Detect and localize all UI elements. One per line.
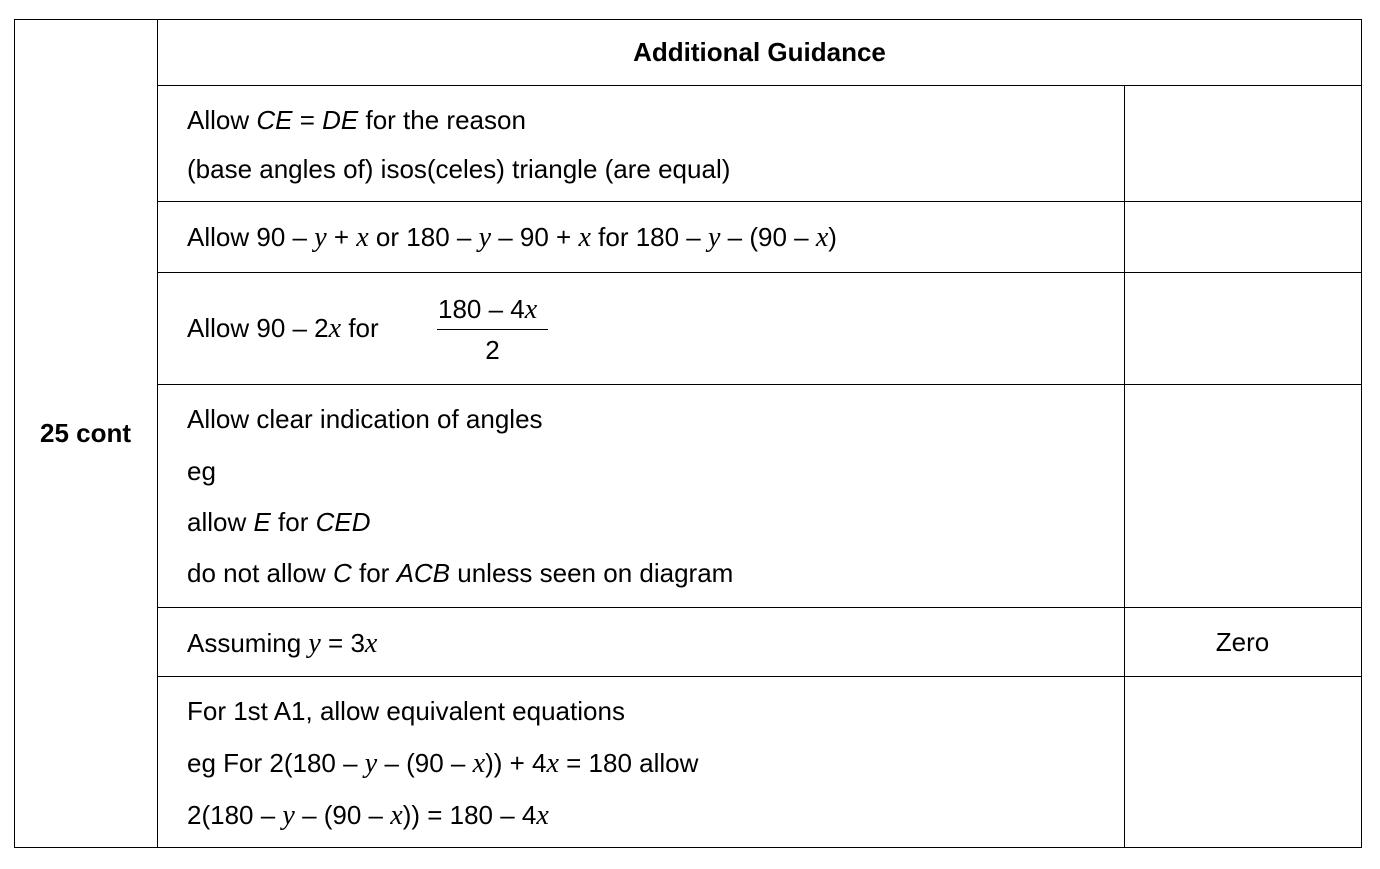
row-divider xyxy=(157,272,1362,273)
row-divider xyxy=(157,607,1362,608)
mark-column-divider xyxy=(1124,85,1125,848)
table-top-border xyxy=(14,19,1362,20)
fraction-denominator: 2 xyxy=(485,335,500,365)
guidance-row-6-line-3: 2(180 – y – (90 – x)) = 180 – 4x xyxy=(187,800,549,831)
guidance-row-6-line-1: For 1st A1, allow equivalent equations xyxy=(187,696,625,726)
row-divider xyxy=(157,85,1362,86)
table-bottom-border xyxy=(14,847,1362,848)
mark-zero: Zero xyxy=(1215,627,1270,657)
row-divider xyxy=(157,384,1362,385)
question-number: 25 cont xyxy=(39,418,132,448)
guidance-row-2-line: Allow 90 – y + x or 180 – y – 90 + x for 180 – y – (90 – x) xyxy=(187,222,837,253)
guidance-row-3-line: Allow 90 – 2x for xyxy=(187,313,379,344)
guidance-row-4-line-1: Allow clear indication of angles xyxy=(187,404,543,434)
question-column-divider xyxy=(157,19,158,848)
guidance-row-4-line-4: do not allow C for ACB unless seen on diagram xyxy=(187,558,734,588)
guidance-row-4-line-2: eg xyxy=(187,456,216,486)
fraction-bar xyxy=(437,329,548,330)
guidance-row-6-line-2: eg For 2(180 – y – (90 – x)) + 4x = 180 allow xyxy=(187,748,699,779)
table-right-border xyxy=(1361,19,1362,848)
table-header: Additional Guidance xyxy=(633,37,886,67)
row-divider xyxy=(157,201,1362,202)
guidance-row-4-line-3: allow E for CED xyxy=(187,507,371,537)
guidance-row-5-line: Assuming y = 3x xyxy=(187,628,378,659)
guidance-row-1-line-1: Allow CE = DE for the reason xyxy=(187,105,526,135)
guidance-row-1-line-2: (base angles of) isos(celes) triangle (are equal) xyxy=(187,154,731,184)
fraction-numerator: 180 – 4x xyxy=(438,294,538,325)
row-divider xyxy=(157,676,1362,677)
